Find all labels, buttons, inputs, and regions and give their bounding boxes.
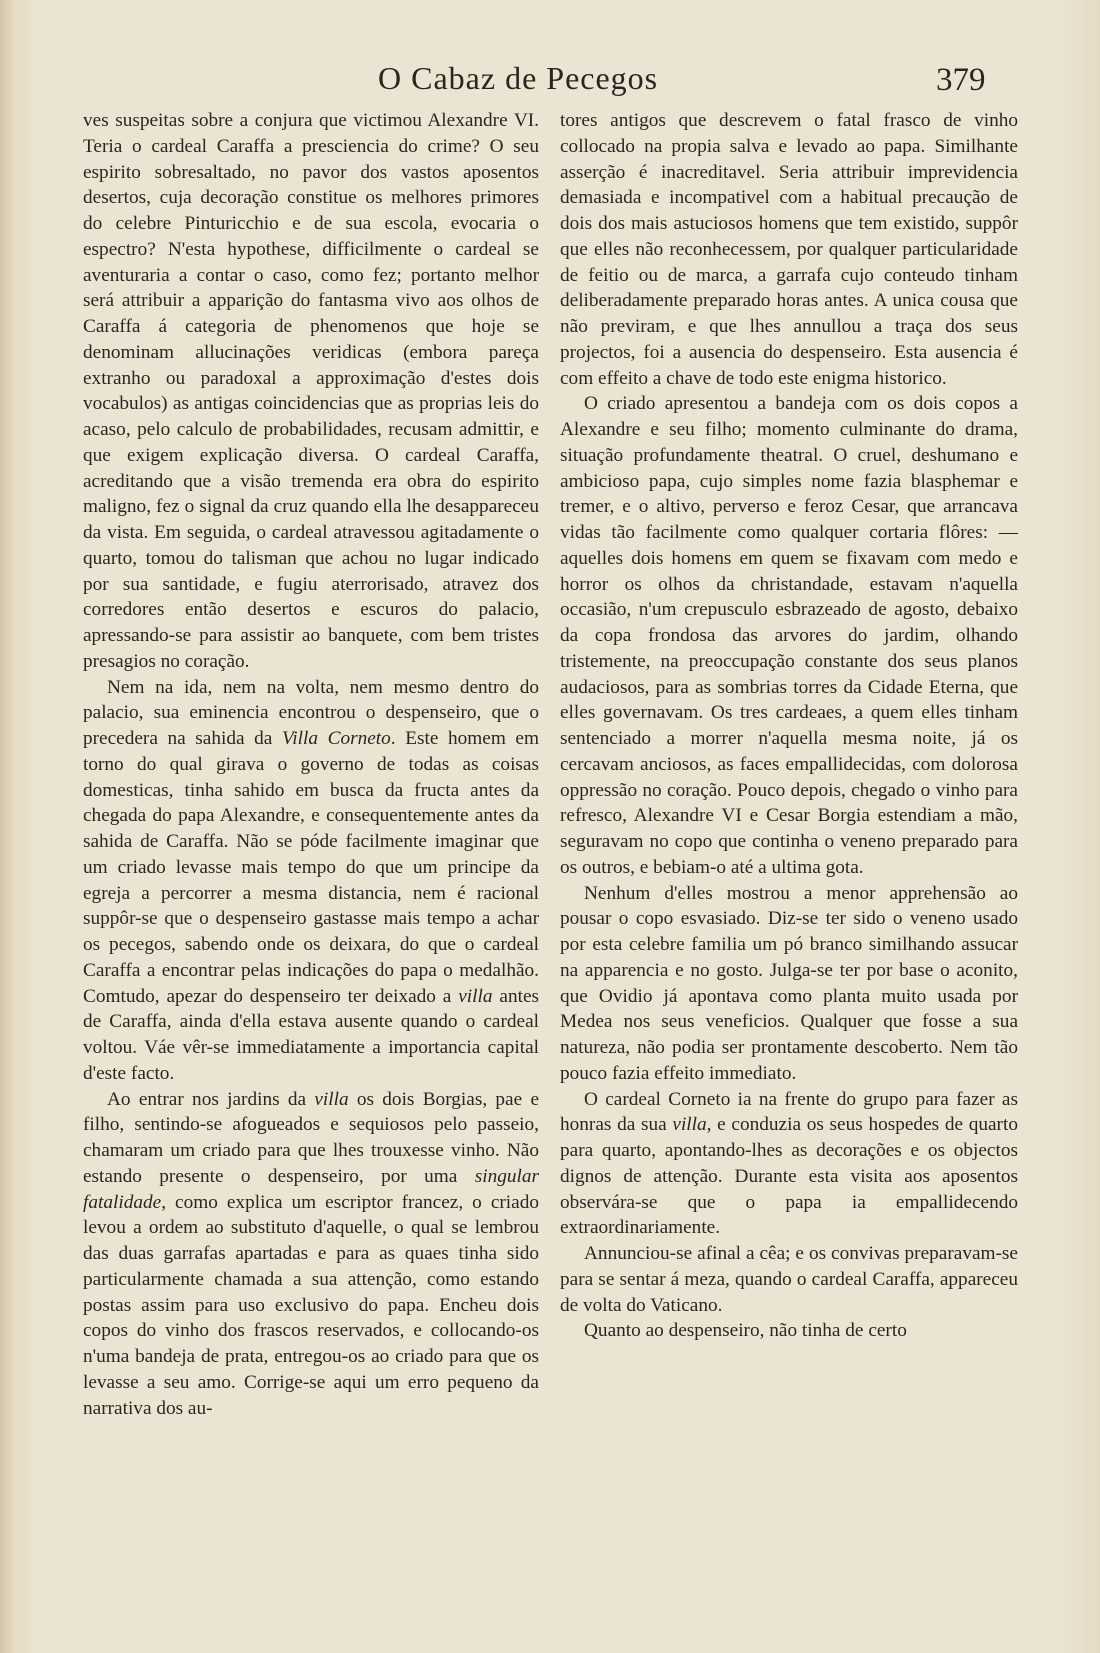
text-run: os dois Borgias, pae e filho, sentindo-se afogueados e sequiosos pelo passeio, chamaram um criado para que lhes trouxesse vinho. Não estando presente o despenseiro, por uma — [83, 1088, 539, 1187]
paragraph: ves suspeitas sobre a conjura que victimou Alexandre VI. Teria o cardeal Caraffa a presciencia do crime? O seu espirito sobresaltado, no pavor dos vastos aposentos desertos, cuja decoração constitue os melhores primores do celebre Pinturicchio e de sua escola, evocaria o espectro? N'esta hypothese, difficilmente o cardeal se aventuraria a contar o caso, como fez; portanto melhor será attribuir a apparição do fantasma vivo aos olhos de Caraffa á categoria de phenomenos que hoje se denominam allucinações veridicas (embora pareça extranho ou paradoxal a approximação d'estes dois vocabulos) as antigas coincidencias que as proprias leis do acaso, pelo calculo de probabilidades, recusam admittir, e que exigem explicação diversa. O cardeal Caraffa, acreditando que a visão tremenda era obra do espirito maligno, fez o signal da cruz quando ella lhe desappareceu da vista. Em seguida, o cardeal atravessou agitadamente o quarto, tomou do talisman que achou no lugar indicado por sua santidade, e fugiu aterrorisado, atravez dos corredores então desertos e escuros do palacio, apressando-se para assistir ao banquete, com bem tristes presagios no coração. — [83, 110, 539, 672]
text-run: antes de Caraffa, ainda d'ella estava ausente quando o cardeal voltou. Váe vêr-se immediatamente a importancia capital d'este facto. — [83, 985, 540, 1084]
paragraph: tores antigos que descrevem o fatal frasco de vinho collocado na propia salva e levado ao papa. Similhante asserção é inacreditavel. Seria attribuir imprevidencia demasiada e incompativel com a habitual precaução de dois dos mais astuciosos homens que tem existido, suppôr que elles não reconhecessem, por qualquer particularidade de feitio ou de marca, a garrafa cujo conteudo tinham deliberadamente preparado horas antes. A unica cousa que não previram, e que lhes annullou a traça dos seus projectos, foi a ausencia do despenseiro. Esta ausencia é com effeito a chave de todo este enigma historico. — [560, 110, 1018, 389]
paragraph: Nenhum d'elles mostrou a menor apprehensão ao pousar o copo esvasiado. Diz-se ter sido o veneno usado por esta celebre familia um pó branco similhando assucar na apparencia e no gosto. Julga-se ter por base o aconito, que Ovidio já apontava como planta muito usada por Medea nos seus veneficios. Qualquer que fosse a sua natureza, não podia ser prontamente descoberto. Nem tão pouco fazia effeito immediato. — [560, 882, 1018, 1084]
italic-text: villa — [458, 985, 493, 1007]
paragraph — [560, 1087, 1018, 1242]
running-title: O Cabaz de Pecegos — [378, 60, 659, 96]
page-number: 379 — [936, 62, 986, 98]
italic-text: villa — [672, 1114, 707, 1136]
text-run: , como explica um escriptor francez, o criado levou a ordem ao substituto d'aquelle, o qual se lembrou das duas garrafas apartadas e para as quaes tinha sido particularmente chamada a sua attenção, como estando postas assim para uso exclusivo do papa. Encheu dois copos do vinho dos frascos reservados, e collocando-os n'uma bandeja de prata, entregou-os ao criado para que os levasse a seu amo. Corrige-se aqui um erro pequeno da narrativa dos au- — [83, 1191, 539, 1419]
text-run: . Este homem em torno do qual girava o governo de todas as coisas domesticas, tinha sahido em busca da fructa antes da chegada do papa Alexandre, e consequentemente antes da sahida de Caraffa. Não se póde facilmente imaginar que um criado levasse mais tempo do que um principe da egreja a percorrer a mesma distancia, nem é racional suppôr-se que o despenseiro gastasse mais tempo a achar os pecegos, sabendo onde os deixara, do que o cardeal Caraffa a encontrar pelas indicações do papa o medalhão. Comtudo, apezar do despenseiro ter deixado a — [83, 728, 539, 1007]
right-column — [560, 108, 1018, 1344]
page-header — [0, 60, 1100, 110]
italic-text: singular fatalidade — [83, 1165, 539, 1213]
text-run: Ao entrar nos jardins da — [107, 1088, 315, 1110]
paragraph: Annunciou-se afinal a cêa; e os convivas preparavam-se para se sentar á meza, quando o cardeal Caraffa, appareceu de volta do Vaticano. — [560, 1243, 1018, 1316]
text-run: Nem na ida, nem na volta, nem mesmo dentro do palacio, sua eminencia encontrou o despenseiro, que o precedera na sahida da — [83, 676, 539, 749]
italic-text: Villa Corneto — [281, 728, 391, 749]
left-column — [83, 108, 539, 1421]
paragraph: Quanto ao despenseiro, não tinha de certo — [584, 1320, 907, 1342]
paragraph — [83, 1087, 539, 1422]
paragraph: O criado apresentou a bandeja com os dois copos a Alexandre e seu filho; momento culminante do drama, situação profundamente theatral. O cruel, deshumano e ambicioso papa, cujo simples nome fazia blasphemar e tremer, e o altivo, perverso e feroz Cesar, que arrancava vidas tão facilmente como qualquer cortaria flôres: — aquelles dois homens em quem se fixavam com medo e horror os olhos da christandade, estavam n'aquella occasião, n'um crepusculo esbrazeado de agosto, debaixo da copa frondosa das arvores do jardim, olhando tristemente, na preoccupação constante dos seus planos audaciosos, para as sombrias torres da Cidade Eterna, que elles governavam. Os tres cardeaes, a quem elles tinham sentenciado a morrer n'aquella mesma noite, já os cercavam anciosos, as faces empallidecidas, com dolorosa oppressão no coração. Pouco depois, chegado o vinho para refresco, Alexandre VI e Cesar Borgia estendiam a mão, seguravam no copo que continha o veneno preparado para os outros, e bebiam-o até a ultima gota. — [560, 393, 1018, 878]
text-run: O cardeal Corneto ia na frente do grupo para fazer as honras da sua — [560, 1088, 1018, 1136]
text-run: , e conduzia os seus hospedes de quarto para quarto, apontando-lhes as decorações e os objectos dignos de attenção. Durante esta visita aos aposentos observára-se que o papa ia empallidecendo extraordinariamente. — [560, 1114, 1018, 1239]
italic-text: villa — [314, 1088, 349, 1110]
paragraph — [83, 675, 539, 1087]
